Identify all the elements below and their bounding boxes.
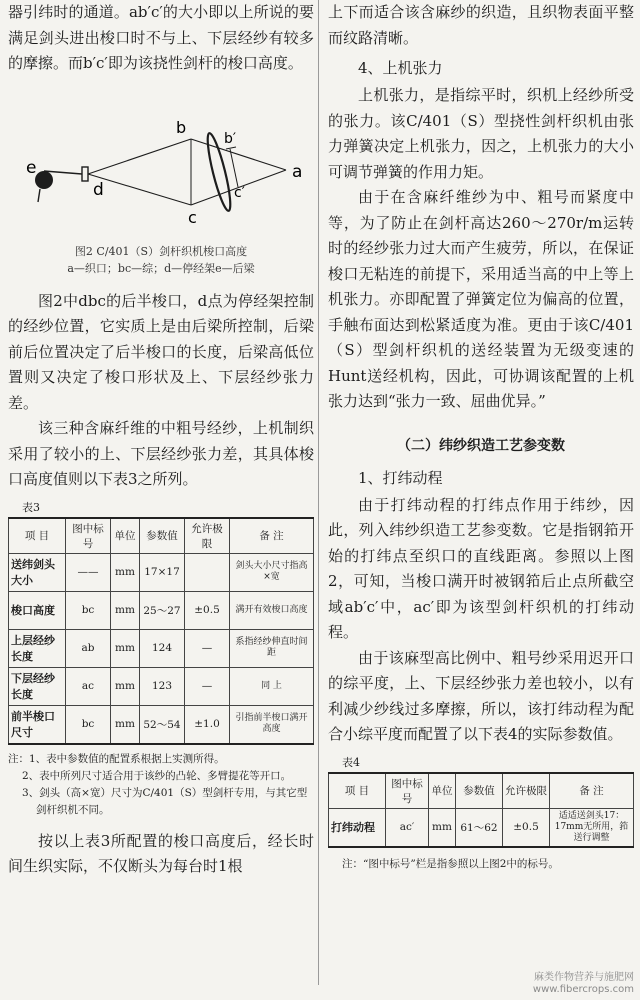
left-paragraph-1: 器引纬时的通道。ab′c′的大小即以上所说的要满足剑头进出梭口时不与上、下层经纱有较多的摩擦。而b′c′即为该挠性剑杆的梭口高度。 <box>8 3 314 72</box>
figure-caption-legend: a—织口；bc—综；d—停经架e—后梁 <box>67 261 255 275</box>
label-c-prime: c′ <box>234 184 245 201</box>
front-upper-line <box>191 139 286 170</box>
table-cell-unit: mm <box>111 591 140 629</box>
table-4-footnote: 注：“图中标号”栏是指参照以上图2中的标号。 <box>342 857 559 870</box>
table-cell-note: 同 上 <box>230 667 314 705</box>
table-3-header: 项 目 <box>9 518 66 554</box>
right-paragraph-5: 由于该麻型高比例中、粗号纱采用迟开口的综平度，上、下层经纱张力差也较小，以有利减少纱线过多摩擦，所以，该打纬动程为配合小综平度而配置了以下表4的实际参数值。 <box>328 648 634 743</box>
table-cell-note: 剑头大小尺寸指高×宽 <box>230 553 314 591</box>
table-3-header: 图中标号 <box>66 518 111 554</box>
table-cell-note: 满开有效梭口高度 <box>230 591 314 629</box>
label-d: d <box>93 179 104 200</box>
table-3-notes <box>8 751 314 819</box>
back-beam-circle <box>35 171 53 189</box>
right-paragraph-3: 由于在含麻纤维纱为中、粗号而紧度中等，为了防止在剑杆高达260～270r/m运转时的经纱张力过大而产生疲劳，所以，在保证梭口无粘连的前提下，采用适当高的中上等上机张力。亦即配置了弹簧定位为偏高的位置，手触布面达到松紧适度为准。更由于该C/401（S）型剑杆织机的送经装置为无级变速的Hunt送经机构，因此，可协调该配置的上机张力达到“张力一致、屈曲优异。” <box>328 188 634 410</box>
table-cell-value: 17×17 <box>140 553 185 591</box>
watermark-line-1: 麻类作物营养与施肥网 <box>534 972 634 983</box>
table-4 <box>328 772 634 848</box>
drop-wire <box>82 167 88 181</box>
heading-loom-tension: 4、上机张力 <box>358 59 443 77</box>
label-e: e <box>26 157 37 178</box>
table-cell-note: 引指前半梭口满开高度 <box>230 705 314 744</box>
right-paragraph-1: 上下而适合该含麻纱的织造，且织物表面平整而纹路清晰。 <box>328 3 634 47</box>
table-cell-limit: ±0.5 <box>503 808 550 847</box>
table-row <box>9 629 314 667</box>
table-3-label: 表3 <box>22 500 40 514</box>
table-cell-unit: mm <box>111 667 140 705</box>
table-cell-item: 送纬剑头大小 <box>9 553 66 591</box>
table-4-header: 参数值 <box>456 773 503 809</box>
left-paragraph-3: 该三种含麻纤维的中粗号经纱，上机制织采用了较小的上、下层经纱张力差，其具体梭口高度值则以下表3之所列。 <box>8 419 314 488</box>
table-cell-mark: bc <box>66 705 111 744</box>
b-prime-tick <box>226 147 236 149</box>
table-4-header: 单位 <box>429 773 456 809</box>
table-3-note-1: 注：1、表中参数值的配置系根据上实测所得。 <box>8 752 225 765</box>
table-cell-item: 打纬动程 <box>329 808 386 847</box>
table-3-header: 备 注 <box>230 518 314 554</box>
table-cell-unit: mm <box>111 553 140 591</box>
table-row <box>9 705 314 744</box>
table-row <box>9 591 314 629</box>
table-cell-item: 下层经纱长度 <box>9 667 66 705</box>
table-cell-mark: ab <box>66 629 111 667</box>
table-cell-value: 52～54 <box>140 705 185 744</box>
table-cell-mark: —— <box>66 553 111 591</box>
label-b-prime: b′ <box>224 130 237 147</box>
table-4-label: 表4 <box>342 755 360 769</box>
table-cell-item: 梭口高度 <box>9 591 66 629</box>
table-cell-limit <box>185 553 230 591</box>
right-column <box>328 0 634 871</box>
table-cell-value: 123 <box>140 667 185 705</box>
figure-caption-title: 图2 C/401（S）剑杆织机梭口高度 <box>74 244 248 258</box>
table-cell-mark: ac <box>66 667 111 705</box>
table-cell-note: 系指经纱伸直时间距 <box>230 629 314 667</box>
table-4-header: 备 注 <box>550 773 634 809</box>
bc-prime-marker <box>230 149 238 187</box>
left-paragraph-2: 图2中dbc的后半梭口，d点为停经架控制的经纱位置，它实质上是由后梁所控制，后梁前后位置决定了后半梭口的长度，后梁高低位置则又决定了梭口形状及上、下层经纱张力差。 <box>8 291 314 412</box>
table-3-note-2: 2、表中所列尺寸适合用于该纱的凸轮、多臂提花等开口。 <box>22 769 292 782</box>
shed-diagram <box>8 77 314 237</box>
table-cell-limit: ±0.5 <box>185 591 230 629</box>
label-b: b <box>176 117 187 137</box>
table-cell-value: 61～62 <box>456 808 503 847</box>
figure-caption <box>8 243 314 277</box>
label-c: c <box>188 207 197 227</box>
table-row <box>9 553 314 591</box>
section-heading-weft: （二）纬纱织造工艺参变数 <box>397 437 565 454</box>
table-4-header: 项 目 <box>329 773 386 809</box>
table-3-header: 允许极限 <box>185 518 230 554</box>
table-3-header-row <box>9 518 314 554</box>
label-a: a <box>292 161 303 182</box>
watermark-line-2: www.fibercrops.com <box>532 984 634 995</box>
table-4-header-row <box>329 773 634 809</box>
table-cell-unit: mm <box>111 629 140 667</box>
left-paragraph-4: 按以上表3所配置的梭口高度后，经长时间生织实际，不仅断头为每台时1根 <box>8 831 314 875</box>
table-row <box>9 667 314 705</box>
table-3-header: 参数值 <box>140 518 185 554</box>
table-cell-mark: ac′ <box>386 808 429 847</box>
table-cell-unit: mm <box>429 808 456 847</box>
right-paragraph-2: 上机张力，是指综平时，织机上经纱所受的张力。该C/401（S）型挠性剑杆织机由张力弹簧决定上机张力，因之，上机张力的大小可调节弹簧的作用力矩。 <box>328 86 634 181</box>
table-cell-limit: ±1.0 <box>185 705 230 744</box>
table-cell-unit: mm <box>111 705 140 744</box>
figure-2 <box>8 77 314 277</box>
table-cell-mark: bc <box>66 591 111 629</box>
heading-beating-stroke: 1、打纬动程 <box>358 468 443 487</box>
table-cell-limit: — <box>185 629 230 667</box>
table-cell-note: 适适送剑头17：17mm无所用，筘送行调整 <box>550 808 634 847</box>
table-row <box>329 808 634 847</box>
table-cell-value: 25～27 <box>140 591 185 629</box>
table-cell-item: 前半梭口尺寸 <box>9 705 66 744</box>
left-column <box>8 0 314 880</box>
site-watermark <box>533 972 634 996</box>
yarn-line-down <box>38 189 40 202</box>
right-paragraph-4: 由于打纬动程的打纬点作用于纬纱，因此，列入纬纱织造工艺参变数。它是指钢筘开始的打纬点至织口的直线距离。参照以上图2，可知，当梭口满开时被钢筘后止点所截空域ab′c′中，ac′即为该型剑杆织机的打纬动程。 <box>328 495 634 641</box>
table-cell-item: 上层经纱长度 <box>9 629 66 667</box>
upper-shed-line <box>88 139 191 174</box>
table-cell-limit: — <box>185 667 230 705</box>
table-3-note-3: 3、剑头（高×宽）尺寸为C/401（S）型剑杆专用，与其它型剑杆织机不同。 <box>22 786 308 816</box>
table-cell-value: 124 <box>140 629 185 667</box>
column-divider <box>318 0 319 985</box>
table-3 <box>8 517 314 745</box>
table-4-header: 图中标号 <box>386 773 429 809</box>
table-4-header: 允许极限 <box>503 773 550 809</box>
table-3-header: 单位 <box>111 518 140 554</box>
